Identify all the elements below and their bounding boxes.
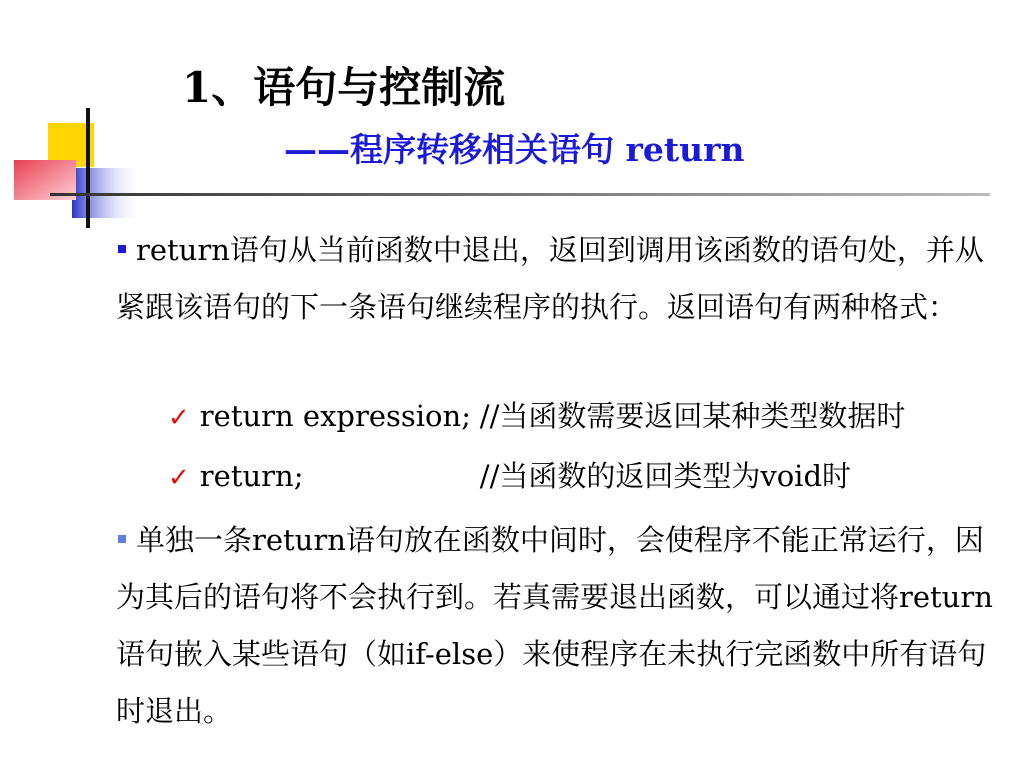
square-bullet-icon [118, 535, 126, 543]
paragraph-return-description [116, 222, 996, 336]
paragraph-1-text: return语句从当前函数中退出，返回到调用该函数的语句处，并从紧跟该语句的下一条语句继续程序的执行。返回语句有两种格式： [116, 233, 984, 324]
format-2-comment: //当函数的返回类型为void时 [479, 459, 852, 493]
horizontal-line [50, 193, 990, 196]
format-1-code: return expression; [199, 399, 471, 433]
decorative-corner-graphic [0, 0, 1024, 240]
square-bullet-icon [118, 245, 126, 253]
format-1-comment: //当函数需要返回某种类型数据时 [479, 399, 906, 433]
format-item-1 [168, 396, 905, 438]
slide-subtitle: ——程序转移相关语句 return [284, 130, 745, 169]
slide-title: 1、语句与控制流 [182, 63, 506, 112]
paragraph-2-text: 单独一条return语句放在函数中间时，会使程序不能正常运行，因为其后的语句将不会执行到。若真需要退出函数，可以通过将return语句嵌入某些语句（如if-else）来使程序在未执行完函数中所有语句时退出。 [116, 523, 993, 728]
check-mark-icon: ✓ [168, 463, 190, 493]
check-mark-icon: ✓ [168, 403, 190, 433]
vertical-line [86, 108, 90, 228]
format-2-code: return; [199, 459, 304, 493]
format-item-2 [168, 456, 851, 498]
paragraph-return-usage [116, 512, 996, 740]
